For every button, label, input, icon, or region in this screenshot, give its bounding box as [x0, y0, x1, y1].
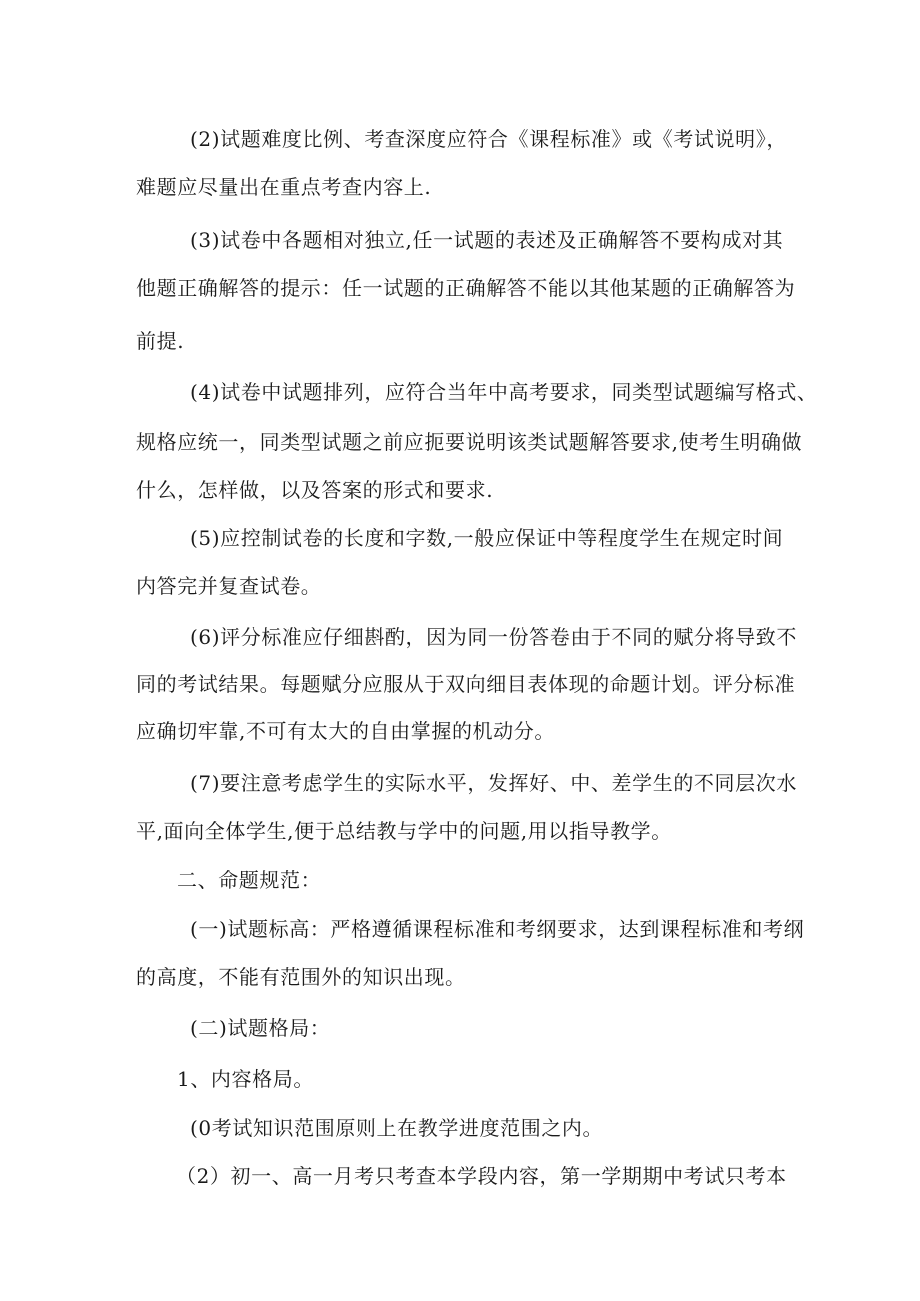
- line-12: 同的考试结果。每题赋分应服从于双向细目表体现的命题计划。评分标准: [136, 672, 796, 696]
- line-21: (0考试知识范围原则上在教学进度范围之内。: [190, 1116, 604, 1140]
- line-20: 1、内容格局。: [177, 1067, 314, 1091]
- line-4: 他题正确解答的提示：任一试题的正确解答不能以其他某题的正确解答为: [136, 276, 796, 300]
- line-5: 前提.: [136, 329, 185, 353]
- line-17: (一)试题标高：严格遵循课程标准和考纲要求，达到课程标准和考纲: [190, 917, 805, 941]
- section-heading: 二、命题规范：: [177, 868, 322, 892]
- line-6: (4)试卷中试题排列，应符合当年中高考要求，同类型试题编写格式、: [190, 380, 818, 404]
- line-19: (二)试题格局：: [190, 1016, 331, 1040]
- line-15: 平,面向全体学生,便于总结教与学中的问题,用以指导教学。: [136, 819, 672, 843]
- line-1: (2)试题难度比例、考查深度应符合《课程标准》或《考试说明》，: [190, 127, 787, 151]
- line-13: 应确切牢靠,不可有太大的自由掌握的机动分。: [136, 719, 555, 743]
- line-22: （2）初一、高一月考只考查本学段内容，第一学期期中考试只考本: [176, 1164, 787, 1188]
- line-7: 规格应统一，同类型试题之前应扼要说明该类试题解答要求,使考生明确做: [136, 430, 803, 454]
- line-9: (5)应控制试卷的长度和字数,一般应保证中等程度学生在规定时间: [190, 526, 784, 550]
- line-14: (7)要注意考虑学生的实际水平，发挥好、中、差学生的不同层次水: [190, 771, 797, 795]
- line-10: 内答完并复查试卷。: [136, 574, 322, 598]
- line-11: (6)评分标准应仔细斟酌，因为同一份答卷由于不同的赋分将导致不: [190, 625, 797, 649]
- line-8: 什么，怎样做，以及答案的形式和要求.: [136, 478, 494, 502]
- line-2: 难题应尽量出在重点考查内容上.: [136, 175, 432, 199]
- line-3: (3)试卷中各题相对独立,任一试题的表述及正确解答不要构成对其: [190, 228, 784, 252]
- line-18: 的高度，不能有范围外的知识出现。: [136, 965, 466, 989]
